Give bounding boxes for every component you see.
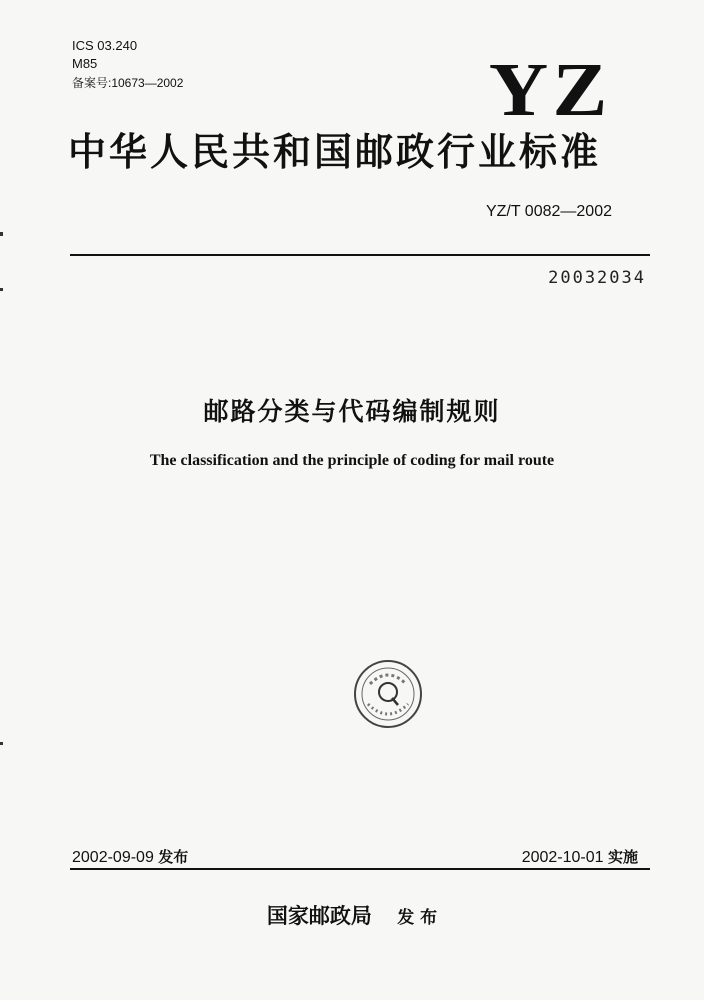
issue-date-value: 2002-09-09 [72,849,154,866]
yz-logo: YZ [489,48,612,132]
issue-date-label: 发布 [158,848,189,866]
top-divider [70,254,650,256]
scan-edge-mark [0,232,3,236]
scan-edge-mark [0,742,3,745]
document-title-cn: 邮路分类与代码编制规则 [203,397,501,426]
record-number: 备案号:10673—2002 [72,76,184,90]
issuer-action: 发 布 [397,908,438,928]
issuer-name: 国家邮政局 [266,903,372,928]
standard-title: 中华人民共和国邮政行业标准 [68,130,602,174]
stamp-number: 20032034 [548,268,646,288]
issue-date [72,846,188,867]
standard-code: YZ/T 0082—2002 [485,203,612,220]
scan-edge-mark [0,288,3,291]
implementation-date-label: 实施 [607,848,638,866]
issuer [0,900,704,930]
standard-documents-seal-icon [352,658,424,730]
bottom-divider [70,868,650,870]
ics-code: ICS 03.240 [72,38,138,53]
implementation-date [522,846,638,867]
document-title-en: The classification and the principle of coding for mail route [149,452,555,469]
implementation-date-value: 2002-10-01 [521,849,604,866]
classification-code: M85 [72,56,98,71]
